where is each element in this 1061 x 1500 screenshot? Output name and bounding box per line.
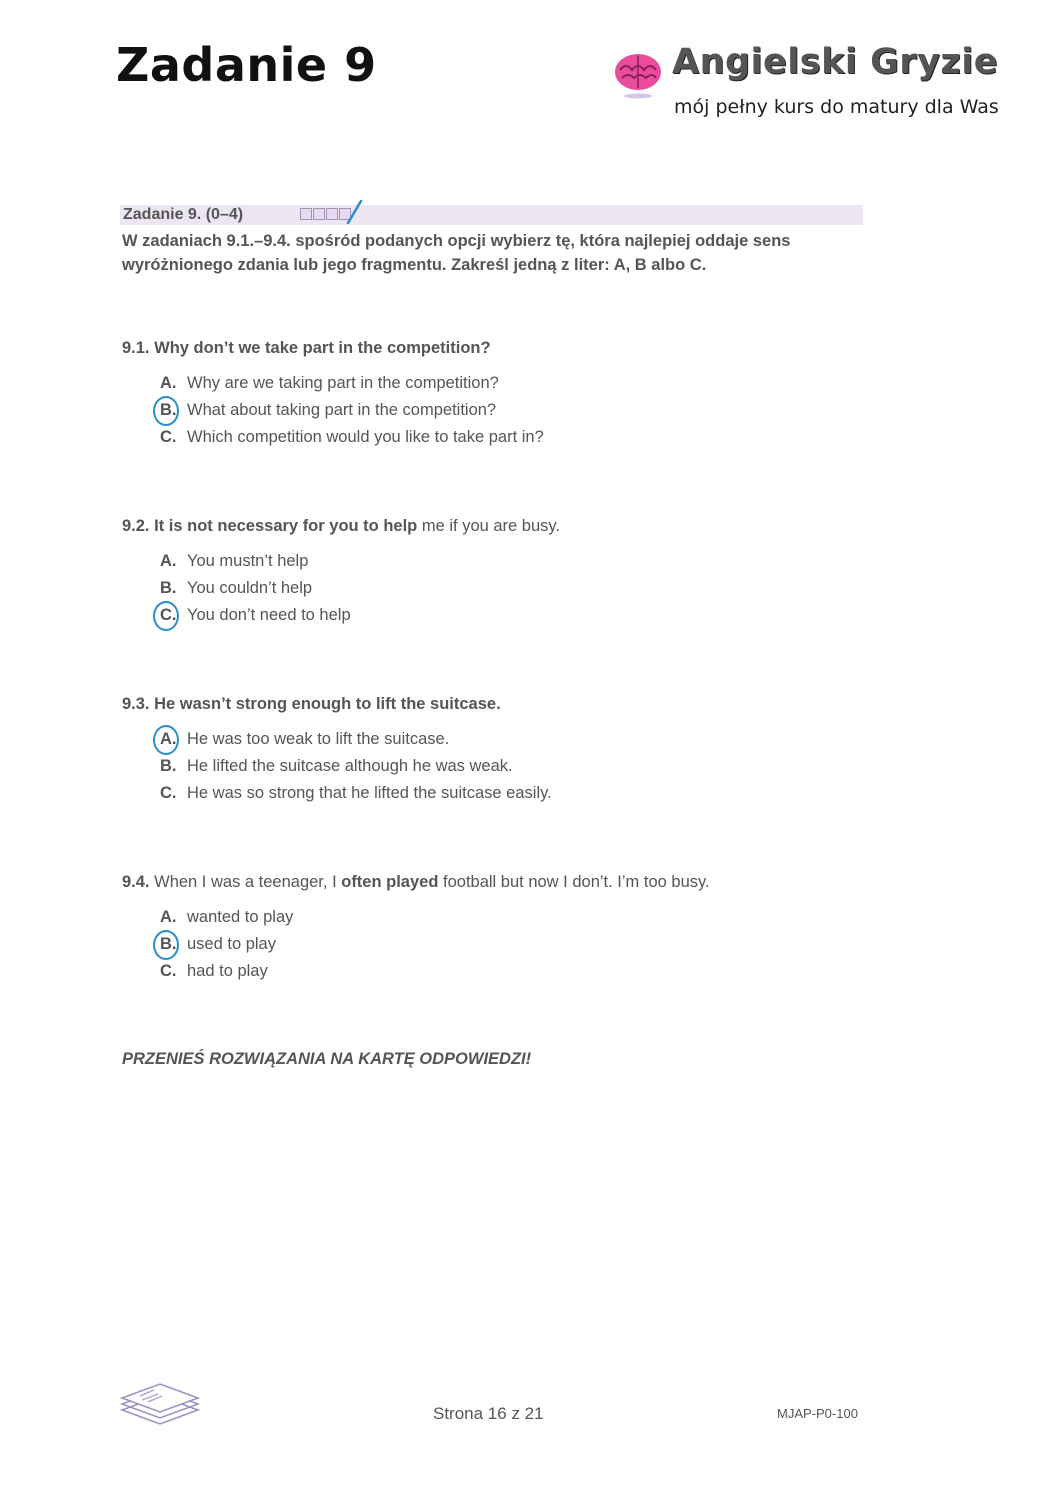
selected-answer-circle (153, 601, 179, 631)
option-letter (160, 757, 187, 776)
question-text: It is not necessary for you to help (154, 517, 418, 535)
answer-option[interactable] (160, 962, 268, 986)
option-letter (160, 730, 187, 749)
answer-option[interactable] (160, 552, 308, 576)
option-text: had to play (187, 962, 268, 980)
task-header (120, 205, 863, 225)
option-letter (160, 428, 187, 447)
option-letter-text: A. (160, 908, 177, 926)
brand-name: Angielski Gryzie (672, 42, 998, 82)
score-boxes (300, 208, 351, 220)
brain-icon (612, 48, 664, 100)
question-1 (122, 339, 491, 358)
option-text: You mustn’t help (187, 552, 309, 570)
answer-option[interactable] (160, 730, 449, 754)
question-text: football but now I don’t. I’m too busy. (438, 873, 710, 891)
pen-check-icon (346, 199, 364, 225)
option-letter-text: B. (160, 401, 177, 419)
option-letter-text: A. (160, 552, 177, 570)
question-text: often played (341, 873, 439, 891)
option-letter (160, 784, 187, 803)
option-letter-text: C. (160, 784, 177, 802)
exam-stack-icon (118, 1370, 202, 1426)
question-text: me if you are busy. (417, 517, 561, 535)
option-text: used to play (187, 935, 276, 953)
option-text: He was too weak to lift the suitcase. (187, 730, 450, 748)
option-letter (160, 401, 187, 420)
option-letter-text: B. (160, 935, 177, 953)
option-text: You don’t need to help (187, 606, 351, 624)
option-letter (160, 374, 187, 393)
answer-option[interactable] (160, 757, 513, 781)
exam-code: MJAP-P0-100 (777, 1406, 858, 1421)
question-number: 9.1. (122, 339, 150, 357)
task-instruction: W zadaniach 9.1.–9.4. spośród podanych opcji wybierz tę, która najlepiej oddaje sens wyróżnionego zdania lub jego fragmentu. Zakreśl jedną z liter: A, B albo C. (122, 232, 791, 274)
option-letter (160, 935, 187, 954)
task-title: Zadanie 9. (0–4) (123, 206, 244, 223)
question-number: 9.4. (122, 873, 150, 891)
answer-option[interactable] (160, 935, 276, 959)
answer-option[interactable] (160, 401, 496, 425)
option-letter (160, 552, 187, 571)
option-letter (160, 908, 187, 927)
question-text: Why don’t we take part in the competition? (154, 339, 491, 357)
option-letter-text: C. (160, 428, 177, 446)
option-letter-text: A. (160, 374, 177, 392)
page-number: Strona 16 z 21 (433, 1404, 544, 1423)
option-letter-text: C. (160, 606, 177, 624)
option-text: Why are we taking part in the competition? (187, 374, 499, 392)
selected-answer-circle (153, 725, 179, 755)
answer-option[interactable] (160, 784, 552, 808)
option-text: Which competition would you like to take part in? (187, 428, 544, 446)
option-letter-text: A. (160, 730, 177, 748)
brand-tagline: mój pełny kurs do matury dla Was (674, 96, 999, 118)
option-letter (160, 579, 187, 598)
option-letter (160, 962, 187, 981)
score-box (326, 208, 338, 220)
question-3 (122, 695, 501, 714)
answer-option[interactable] (160, 428, 544, 452)
answer-option[interactable] (160, 579, 312, 603)
transfer-note: PRZENIEŚ ROZWIĄZANIA NA KARTĘ ODPOWIEDZI! (122, 1050, 532, 1068)
score-box (313, 208, 325, 220)
option-letter-text: C. (160, 962, 177, 980)
selected-answer-circle (153, 930, 179, 960)
option-letter (160, 606, 187, 625)
page-title: Zadanie 9 (116, 38, 377, 92)
option-text: wanted to play (187, 908, 294, 926)
question-text: When I was a teenager, I (154, 873, 342, 891)
question-number: 9.3. (122, 695, 150, 713)
answer-option[interactable] (160, 606, 351, 630)
answer-option[interactable] (160, 908, 293, 932)
answer-option[interactable] (160, 374, 499, 398)
option-text: What about taking part in the competition? (187, 401, 497, 419)
option-text: He was so strong that he lifted the suitcase easily. (187, 784, 552, 802)
option-letter-text: B. (160, 579, 177, 597)
brand-logo (612, 42, 1032, 122)
question-4 (122, 873, 710, 892)
option-text: He lifted the suitcase although he was weak. (187, 757, 513, 775)
question-number: 9.2. (122, 517, 150, 535)
option-text: You couldn’t help (187, 579, 313, 597)
question-text: He wasn’t strong enough to lift the suitcase. (154, 695, 501, 713)
score-box (300, 208, 312, 220)
selected-answer-circle (153, 396, 179, 426)
option-letter-text: B. (160, 757, 177, 775)
question-2 (122, 517, 560, 536)
